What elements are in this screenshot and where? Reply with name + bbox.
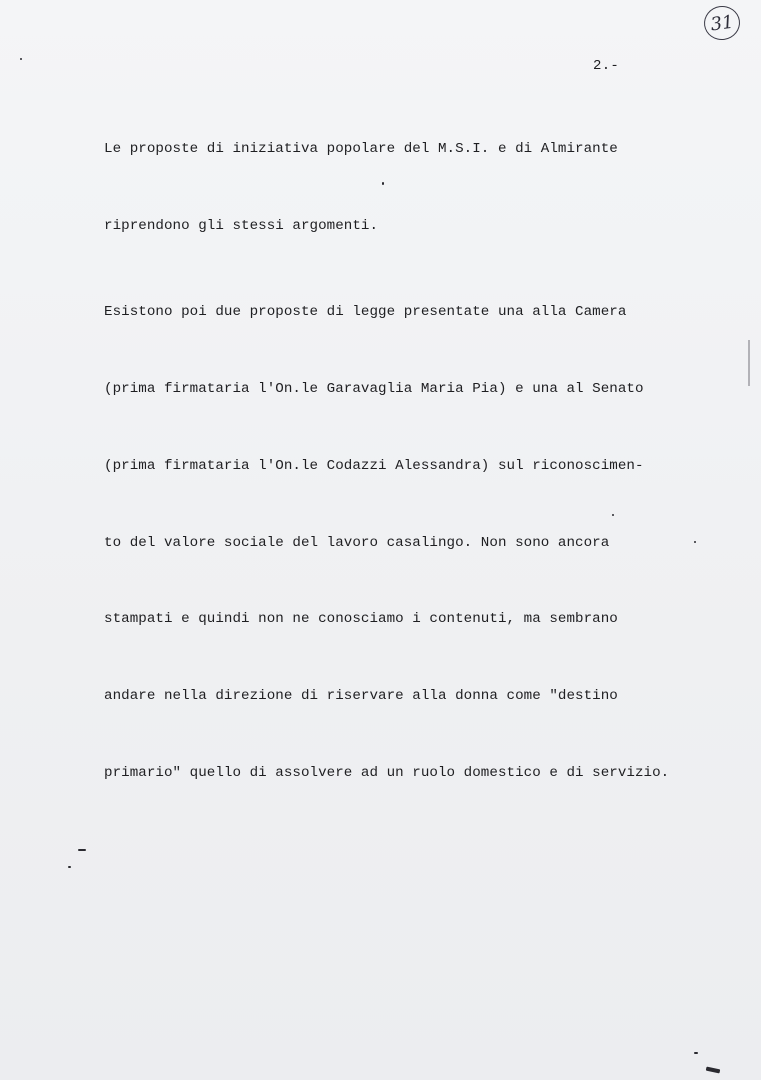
- scan-speck: [694, 1052, 698, 1054]
- scan-speck: [68, 866, 71, 868]
- scan-speck: [78, 849, 86, 851]
- text-line: andare nella direzione di riservare alla donna come "destino: [104, 688, 618, 705]
- archive-number-text: 31: [709, 11, 735, 35]
- text-line: Esistono poi due proposte di legge presentate una alla Camera: [104, 304, 627, 321]
- text-line: to del valore sociale del lavoro casalingo. Non sono ancora: [104, 534, 610, 551]
- paragraph-2: [104, 249, 669, 838]
- scan-speck: [382, 182, 384, 185]
- scan-speck: [694, 541, 696, 543]
- text-line: primario" quello di assolvere ad un ruolo domestico e di servizio.: [104, 764, 670, 781]
- text-line: riprendono gli stessi argomenti.: [104, 217, 379, 234]
- archive-number-stamp: [702, 4, 742, 43]
- text-line: Le proposte di iniziativa popolare del M.S.I. e di Almirante: [104, 141, 618, 158]
- scan-edge-shadow: [748, 340, 750, 386]
- scan-speck: [20, 58, 22, 60]
- page-number: 2.-: [593, 58, 620, 74]
- scan-speck: [612, 514, 614, 516]
- text-line: (prima firmataria l'On.le Codazzi Alessandra) sul riconoscimen-: [104, 457, 644, 474]
- text-line: stampati e quindi non ne conosciamo i contenuti, ma sembrano: [104, 611, 618, 628]
- text-line: (prima firmataria l'On.le Garavaglia Maria Pia) e una al Senato: [104, 380, 644, 397]
- scan-speck: [706, 1067, 721, 1074]
